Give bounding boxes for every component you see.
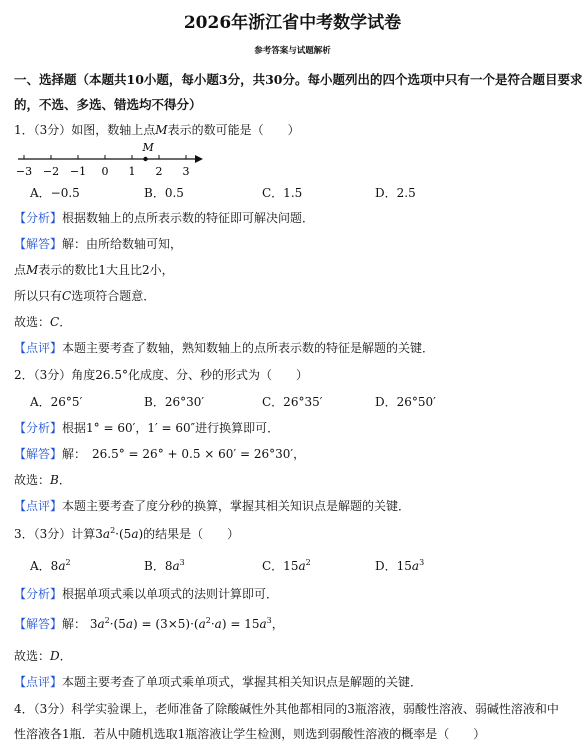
number-line-tick-label: −1	[69, 165, 87, 178]
section-heading-line1: 一、选择题（本题共10小题，每小题3分，共30分。每小题列出的四个选项中只有一个是符合题目要求	[14, 72, 583, 87]
q3-option-a: A．$8a^2$	[30, 558, 71, 573]
number-line-point-label: M	[142, 141, 154, 154]
section-heading-line2: 的，不选、多选、错选均不得分）	[14, 97, 202, 112]
q1-comment: 【点评】本题主要考查了数轴，熟知数轴上的点所表示数的特征是解题的关键．	[14, 341, 435, 355]
q3-comment: 【点评】本题主要考查了单项式乘单项式，掌握其相关知识点是解题的关键．	[14, 675, 423, 689]
q1-answer-line2: 点M表示的数比1大且比2小，	[14, 263, 174, 277]
number-line-tick-label: 1	[128, 165, 136, 178]
q3-option-c: C．$15a^2$	[262, 558, 311, 573]
number-line-point	[143, 157, 147, 161]
q2-option-c: C．26°35′	[262, 395, 323, 409]
q3-answer: 【解答】解： $3a^2\cdot(5a) = (3\times 5)\cdot(a^2\cdot a) = 15a^3$，	[14, 616, 284, 631]
q1-option-c: C．1.5	[262, 186, 303, 200]
q3-expression: $3a^2\cdot(5a)$	[95, 526, 144, 541]
q1-stem: 1．（3分）如图，数轴上点M表示的数可能是（ ）	[14, 123, 300, 137]
page-subtitle: 参考答案与试题解析	[254, 46, 331, 56]
number-line-tick-label: 0	[101, 165, 109, 178]
q3-stem: 3．（3分）计算$3a^2\cdot(5a)$的结果是（ ）	[14, 526, 240, 541]
q1-option-b: B．0.5	[144, 186, 184, 200]
q1-option-d: D．2.5	[375, 186, 416, 200]
comment-tag: 【点评】	[14, 341, 63, 355]
q2-stem: 2．（3分）角度26.5°化成度、分、秒的形式为（ ）	[14, 368, 308, 382]
number-line-arrow	[195, 155, 203, 163]
q1-answer-line3: 所以只有C选项符合题意．	[14, 289, 156, 303]
q3-answer-expression: $3a^2\cdot(5a) = (3\times 5)\cdot(a^2\cdot a) = 15a^3$，	[86, 616, 284, 631]
answer-tag: 【解答】	[14, 447, 63, 461]
q3-analysis: 【分析】根据单项式乘以单项式的法则计算即可．	[14, 587, 279, 601]
q1-number-line	[10, 140, 210, 178]
number-line-tick-label: 3	[182, 165, 190, 178]
q1-choice: 故选：C．	[14, 315, 72, 329]
answer-tag: 【解答】	[14, 617, 63, 631]
q3-option-d: D．$15a^3$	[375, 558, 425, 573]
q2-answer: 【解答】解： 26.5° = 26° + 0.5 × 60′ = 26°30′，	[14, 447, 306, 461]
analysis-tag: 【分析】	[14, 421, 63, 435]
comment-tag: 【点评】	[14, 499, 63, 513]
q2-comment: 【点评】本题主要考查了度分秒的换算，掌握其相关知识点是解题的关键．	[14, 499, 411, 513]
analysis-tag: 【分析】	[14, 211, 63, 225]
q3-choice: 故选：D．	[14, 649, 72, 663]
q4-stem-line2: 性溶液各1瓶．若从中随机选取1瓶溶液让学生检测，则选到弱酸性溶液的概率是（ ）	[14, 727, 486, 741]
q2-option-d: D．26°50′	[375, 395, 436, 409]
q1-analysis: 【分析】根据数轴上的点所表示数的特征即可解决问题．	[14, 211, 315, 225]
page-title: 2026年浙江省中考数学试卷	[183, 13, 402, 33]
q4-stem-line1: 4．（3分）科学实验课上，老师准备了除酸碱性外其他都相同的3瓶溶液，弱酸性溶液、弱碱性溶液和中	[14, 702, 559, 716]
analysis-tag: 【分析】	[14, 587, 63, 601]
answer-tag: 【解答】	[14, 237, 63, 251]
comment-tag: 【点评】	[14, 675, 63, 689]
q1-answer: 【解答】解：由所给数轴可知，	[14, 237, 183, 251]
q2-option-a: A．26°5′	[30, 395, 83, 409]
q2-analysis: 【分析】根据1° = 60′，1′ = 60″进行换算即可．	[14, 421, 280, 435]
number-line-tick-label: −2	[42, 165, 60, 178]
number-line-tick-label: −3	[15, 165, 33, 178]
number-line-tick-label: 2	[155, 165, 163, 178]
q3-option-b: B．$8a^3$	[144, 558, 185, 573]
q2-option-b: B．26°30′	[144, 395, 205, 409]
q1-option-a: A．−0.5	[30, 186, 80, 200]
q2-choice: 故选：B．	[14, 473, 71, 487]
